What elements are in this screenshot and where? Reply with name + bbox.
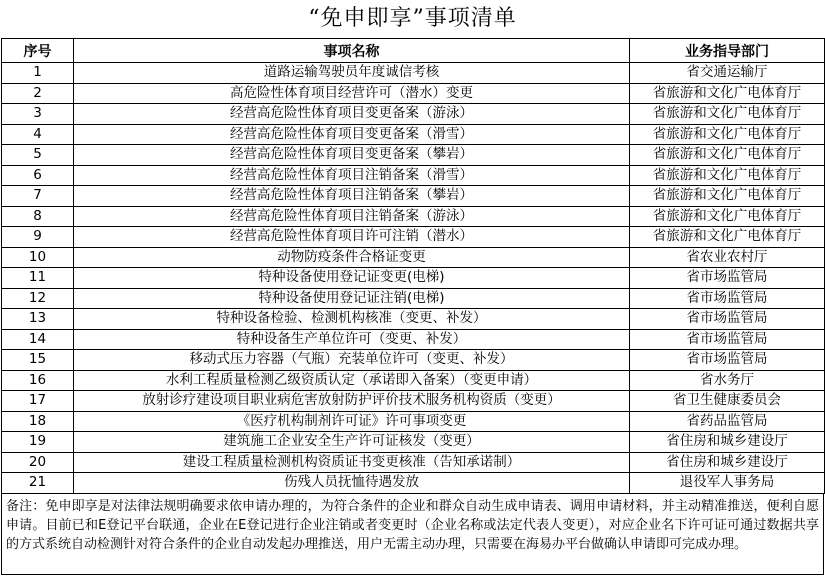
cell-dept: 省卫生健康委员会 (630, 391, 825, 412)
cell-dept: 省旅游和文化广电体育厅 (630, 186, 825, 207)
cell-item: 特种设备检验、检测机构核准（变更、补发） (74, 309, 630, 330)
cell-item: 移动式压力容器（气瓶）充装单位许可（变更、补发） (74, 350, 630, 371)
cell-dept: 省交通运输厅 (630, 63, 825, 84)
cell-seq: 18 (2, 411, 74, 432)
cell-item: 经营高危险性体育项目许可注销（潜水） (74, 227, 630, 248)
cell-dept: 省旅游和文化广电体育厅 (630, 104, 825, 125)
cell-dept: 省市场监管局 (630, 268, 825, 289)
cell-seq: 14 (2, 329, 74, 350)
table-row (2, 350, 825, 371)
table-row (2, 63, 825, 84)
table-row (2, 370, 825, 391)
cell-dept: 省旅游和文化广电体育厅 (630, 206, 825, 227)
cell-dept: 省水务厅 (630, 370, 825, 391)
cell-item: 高危险性体育项目经营许可（潜水）变更 (74, 83, 630, 104)
cell-dept: 省旅游和文化广电体育厅 (630, 124, 825, 145)
cell-dept: 省市场监管局 (630, 350, 825, 371)
table-row (2, 247, 825, 268)
cell-dept: 退役军人事务局 (630, 473, 825, 494)
cell-item: 经营高危险性体育项目注销备案（攀岩） (74, 186, 630, 207)
cell-dept: 省旅游和文化广电体育厅 (630, 145, 825, 166)
cell-item: 放射诊疗建设项目职业病危害放射防护评价技术服务机构资质（变更） (74, 391, 630, 412)
cell-item: 道路运输驾驶员年度诚信考核 (74, 63, 630, 84)
table-row (2, 186, 825, 207)
table-row (2, 391, 825, 412)
table-row (2, 268, 825, 289)
cell-dept: 省市场监管局 (630, 288, 825, 309)
cell-seq: 16 (2, 370, 74, 391)
cell-item: 水利工程质量检测乙级资质认定（承诺即入备案）（变更申请） (74, 370, 630, 391)
table-row (2, 104, 825, 125)
page-title: “免申即享”事项清单 (308, 6, 517, 31)
cell-seq: 9 (2, 227, 74, 248)
table-body (2, 63, 825, 494)
table-row (2, 165, 825, 186)
cell-seq: 15 (2, 350, 74, 371)
table-row (2, 124, 825, 145)
remarks-note: 备注：免申即享是对法律法规明确要求依申请办理的，为符合条件的企业和群众自动生成申请表、调用申请材料，并主动精准推送，便利自愿申请。目前已和E登记平台联通，企业在E登记进行企业注销或者变更时（企业名称或法定代表人变更），对应企业名下许可证可通过数据共享的方式系统自动检测针对符合条件的企业自动发起办理推送，用户无需主动办理，只需要在海易办平台做确认申请即可完成办理。 (1, 494, 824, 575)
table-row (2, 83, 825, 104)
cell-item: 特种设备使用登记证注销(电梯) (74, 288, 630, 309)
cell-seq: 5 (2, 145, 74, 166)
cell-item: 特种设备生产单位许可（变更、补发） (74, 329, 630, 350)
table-row (2, 432, 825, 453)
cell-item: 经营高危险性体育项目变更备案（攀岩） (74, 145, 630, 166)
cell-item: 经营高危险性体育项目变更备案（游泳） (74, 104, 630, 125)
header-seq: 序号 (2, 39, 74, 63)
cell-item: 经营高危险性体育项目变更备案（滑雪） (74, 124, 630, 145)
cell-seq: 21 (2, 473, 74, 494)
cell-dept: 省市场监管局 (630, 329, 825, 350)
cell-item: 经营高危险性体育项目注销备案（游泳） (74, 206, 630, 227)
cell-seq: 12 (2, 288, 74, 309)
cell-seq: 3 (2, 104, 74, 125)
cell-seq: 10 (2, 247, 74, 268)
table-row (2, 145, 825, 166)
cell-dept: 省住房和城乡建设厅 (630, 452, 825, 473)
cell-dept: 省药品监管局 (630, 411, 825, 432)
header-dept: 业务指导部门 (630, 39, 825, 63)
cell-seq: 13 (2, 309, 74, 330)
cell-seq: 4 (2, 124, 74, 145)
cell-dept: 省旅游和文化广电体育厅 (630, 165, 825, 186)
cell-item: 伤残人员抚恤待遇发放 (74, 473, 630, 494)
cell-seq: 11 (2, 268, 74, 289)
cell-seq: 1 (2, 63, 74, 84)
table-row (2, 473, 825, 494)
table-row (2, 288, 825, 309)
cell-dept: 省旅游和文化广电体育厅 (630, 227, 825, 248)
cell-item: 建设工程质量检测机构资质证书变更核准（告知承诺制） (74, 452, 630, 473)
cell-seq: 8 (2, 206, 74, 227)
table-row (2, 329, 825, 350)
table-row (2, 227, 825, 248)
cell-seq: 17 (2, 391, 74, 412)
header-item: 事项名称 (74, 39, 630, 63)
cell-dept: 省旅游和文化广电体育厅 (630, 83, 825, 104)
table-row (2, 452, 825, 473)
cell-seq: 2 (2, 83, 74, 104)
table-row (2, 206, 825, 227)
cell-dept: 省农业农村厅 (630, 247, 825, 268)
table-row (2, 411, 825, 432)
table-header-row (2, 39, 825, 63)
cell-dept: 省住房和城乡建设厅 (630, 432, 825, 453)
cell-seq: 20 (2, 452, 74, 473)
cell-seq: 7 (2, 186, 74, 207)
cell-seq: 19 (2, 432, 74, 453)
cell-dept: 省市场监管局 (630, 309, 825, 330)
cell-item: 特种设备使用登记证变更(电梯) (74, 268, 630, 289)
table-row (2, 309, 825, 330)
cell-item: 建筑施工企业安全生产许可证核发（变更） (74, 432, 630, 453)
items-table (1, 38, 825, 494)
cell-item: 经营高危险性体育项目注销备案（滑雪） (74, 165, 630, 186)
cell-item: 《医疗机构制剂许可证》许可事项变更 (74, 411, 630, 432)
cell-seq: 6 (2, 165, 74, 186)
cell-item: 动物防疫条件合格证变更 (74, 247, 630, 268)
